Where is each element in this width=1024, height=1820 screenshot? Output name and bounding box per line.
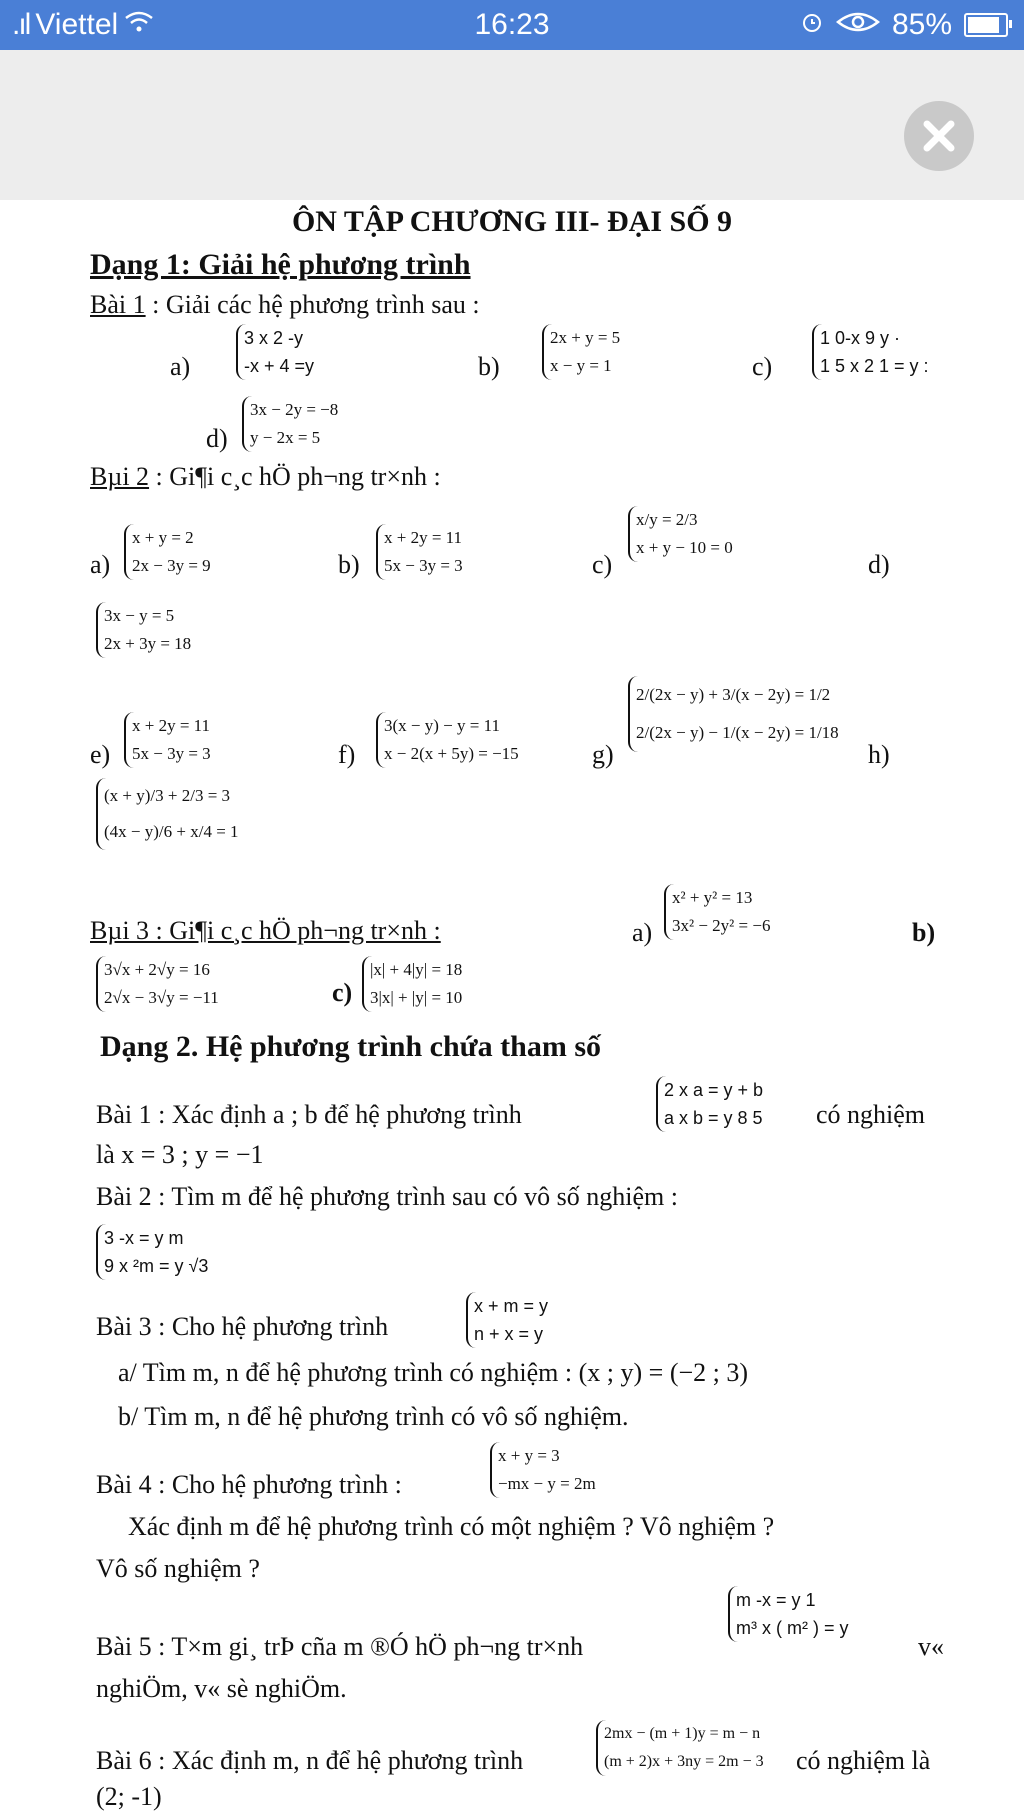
ex2c-system: x/y = 2/3 x + y − 10 = 0 bbox=[628, 506, 733, 562]
ex3b-label: b) bbox=[912, 918, 936, 947]
exercise-3-heading: Bµi 3 : Gi¶i c¸c hÖ ph¬ng tr×nh : bbox=[90, 916, 441, 945]
ex3c-system: |x| + 4|y| = 18 3|x| + |y| = 10 bbox=[362, 956, 462, 1012]
ex2e-system: x + 2y = 11 5x − 3y = 3 bbox=[124, 712, 211, 768]
problem-5-system: m -x = y 1 m³ x ( m² ) = y bbox=[728, 1586, 848, 1642]
ex2a-system: x + y = 2 2x − 3y = 9 bbox=[124, 524, 211, 580]
ex3a-system: x² + y² = 13 3x² − 2y² = −6 bbox=[664, 884, 770, 940]
alarm-icon bbox=[800, 8, 824, 42]
exercise-2-text: : Gi¶i c¸c hÖ ph¬ng tr×nh : bbox=[149, 462, 441, 491]
status-icons bbox=[800, 8, 1008, 42]
exercise-1-heading bbox=[90, 290, 480, 320]
battery-fill bbox=[968, 17, 999, 33]
battery-percent: 85% bbox=[891, 8, 952, 41]
ex1d-system: 3x − 2y = −8 y − 2x = 5 bbox=[242, 396, 338, 452]
problem-1-system: 2 x a = y + b a x b = y 8 5 bbox=[656, 1076, 763, 1132]
ex2h-label: h) bbox=[868, 740, 890, 769]
problem-3-system: x + m = y n + x = y bbox=[466, 1292, 548, 1348]
close-button[interactable] bbox=[904, 101, 974, 171]
ex3a-label: a) bbox=[632, 918, 653, 947]
problem-4-text: Bài 4 : Cho hệ phương trình : bbox=[96, 1470, 402, 1499]
ex2h-system: (x + y)/3 + 2/3 = 3 (4x − y)/6 + x/4 = 1 bbox=[96, 778, 239, 850]
ex2e-label: e) bbox=[90, 740, 111, 769]
carrier-name: Viettel bbox=[35, 8, 119, 41]
page-title: ÔN TẬP CHƯƠNG III- ĐẠI SỐ 9 bbox=[291, 205, 733, 238]
status-bar bbox=[0, 0, 1024, 50]
clock: 16:23 bbox=[474, 8, 550, 41]
problem-6-tail: có nghiệm là bbox=[796, 1746, 931, 1775]
problem-2-text: Bài 2 : Tìm m để hệ phương trình sau có vô số nghiệm : bbox=[96, 1182, 678, 1211]
ex2d-system: 3x − y = 5 2x + 3y = 18 bbox=[96, 602, 191, 658]
problem-6-line2: (2; -1) bbox=[96, 1782, 162, 1811]
problem-1-tail: có nghiệm bbox=[816, 1100, 926, 1129]
problem-3-part-a: a/ Tìm m, n để hệ phương trình có nghiệm : (x ; y) = (−2 ; 3) bbox=[118, 1358, 749, 1387]
problem-3-text: Bài 3 : Cho hệ phương trình bbox=[96, 1312, 389, 1341]
exercise-2-heading bbox=[90, 462, 441, 492]
exercise-2-label: Bµi 2 bbox=[90, 462, 150, 491]
ex2f-label: f) bbox=[338, 740, 356, 769]
problem-5-tail: v« bbox=[918, 1632, 944, 1661]
battery-icon bbox=[964, 13, 1008, 37]
problem-3-part-b: b/ Tìm m, n để hệ phương trình có vô số nghiệm. bbox=[118, 1402, 629, 1431]
section-2-heading: Dạng 2. Hệ phương trình chứa tham số bbox=[100, 1030, 602, 1063]
ex1c-system: 1 0-x 9 y · 1 5 x 2 1 = y : bbox=[812, 324, 929, 380]
page-number: 5 bbox=[0, 1775, 17, 1808]
problem-5-text: Bài 5 : T×m gi¸ trÞ cña m ®Ó hÖ ph¬ng tr×nh bbox=[96, 1632, 584, 1661]
ex3c-label: c) bbox=[332, 978, 353, 1007]
ex2f-system: 3(x − y) − y = 11 x − 2(x + 5y) = −15 bbox=[376, 712, 519, 768]
ex2b-label: b) bbox=[338, 550, 360, 579]
problem-6-system: 2mx − (m + 1)y = m − n (m + 2)x + 3ny = 2m − 3 bbox=[596, 1720, 764, 1776]
problem-2-system: 3 -x = y m 9 x ²m = y √3 bbox=[96, 1224, 208, 1280]
ex1b-label: b) bbox=[478, 352, 500, 381]
problem-1-line2: là x = 3 ; y = −1 bbox=[96, 1140, 264, 1169]
eye-icon bbox=[836, 8, 880, 42]
exercise-1-text: : Giải các hệ phương trình sau : bbox=[145, 290, 480, 319]
ex1d-label: d) bbox=[206, 424, 228, 453]
problem-4-question: Xác định m để hệ phương trình có một nghiệm ? Vô nghiệm ? bbox=[128, 1512, 775, 1541]
viewer-toolbar bbox=[0, 50, 1024, 200]
ex1a-label: a) bbox=[170, 352, 191, 381]
ex2a-label: a) bbox=[90, 550, 111, 579]
ex2g-system: 2/(2x − y) + 3/(x − 2y) = 1/2 2/(2x − y) − 1/(x − 2y) = 1/18 bbox=[628, 676, 839, 752]
problem-5-line2: nghiÖm, v« sè nghiÖm. bbox=[96, 1674, 347, 1703]
ex2d-label: d) bbox=[868, 550, 890, 579]
ex3b-system: 3√x + 2√y = 16 2√x − 3√y = −11 bbox=[96, 956, 219, 1012]
ex2b-system: x + 2y = 11 5x − 3y = 3 bbox=[376, 524, 463, 580]
problem-4-question-2: Vô số nghiệm ? bbox=[96, 1554, 260, 1583]
close-icon bbox=[922, 119, 956, 153]
problem-4-system: x + y = 3 −mx − y = 2m bbox=[490, 1442, 596, 1498]
ex1a-system: 3 x 2 -y -x + 4 =y bbox=[236, 324, 314, 380]
signal-icon: .ıl bbox=[12, 8, 30, 41]
section-1-heading: Dạng 1: Giải hệ phương trình bbox=[90, 248, 471, 281]
exercise-1-label: Bài 1 bbox=[90, 290, 146, 319]
ex2c-label: c) bbox=[592, 550, 613, 579]
problem-6-text: Bài 6 : Xác định m, n để hệ phương trình bbox=[96, 1746, 524, 1775]
problem-1-text: Bài 1 : Xác định a ; b để hệ phương trình bbox=[96, 1100, 522, 1129]
ex1b-system: 2x + y = 5 x − y = 1 bbox=[542, 324, 620, 380]
ex2g-label: g) bbox=[592, 740, 614, 769]
document-page bbox=[0, 200, 1024, 1820]
ex1c-label: c) bbox=[752, 352, 773, 381]
